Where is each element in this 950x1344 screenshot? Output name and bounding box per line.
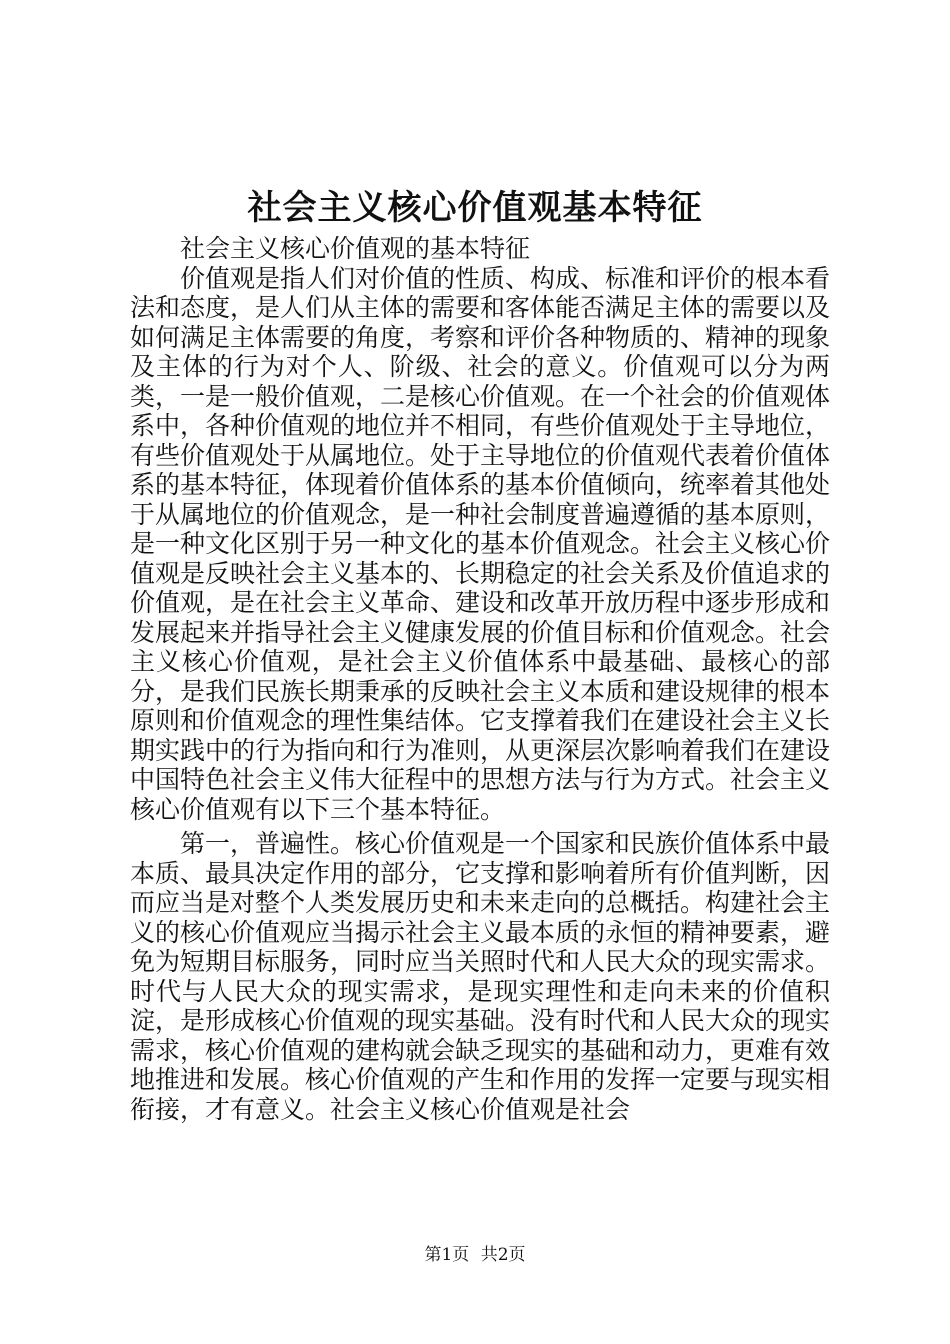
paragraph-subtitle: 社会主义核心价值观的基本特征 [180,234,531,263]
page-total: 共2页 [480,1245,526,1265]
page-title: 社会主义核心价值观基本特征 [247,188,703,228]
page-footer [0,1244,950,1266]
paragraph-intro: 价值观是指人们对价值的性质、构成、标准和评价的根本看法和态度，是人们从主体的需要和客体能否满足主体的需要以及如何满足主体需要的角度，考察和评价各种物质的、精神的现象及主体的行为对个人、阶级、社会的意义。价值观可以分为两类，一是一般价值观，二是核心价值观。在一个社会的价值观体系中，各种价值观的地位并不相同，有些价值观处于主导地位，有些价值观处于从属地位。处于主导地位的价值观代表着价值体系的基本特征，体现着价值体系的基本价值倾向，统率着其他处于从属地位的价值观念，是一种社会制度普遍遵循的基本原则，是一种文化区别于另一种文化的基本价值观念。社会主义核心价值观是反映社会主义基本的、长期稳定的社会关系及价值追求的价值观，是在社会主义革命、建设和改革开放历程中逐步形成和发展起来并指导社会主义健康发展的价值目标和价值观念。社会主义核心价值观，是社会主义价值体系中最基础、最核心的部分，是我们民族长期秉承的反映社会主义本质和建设规律的根本原则和价值观念的理性集结体。它支撑着我们在建设社会主义长期实践中的行为指向和行为准则，从更深层次影响着我们在建设中国特色社会主义伟大征程中的思想方法与行为方式。社会主义核心价值观有以下三个基本特征。 [130,263,831,824]
page-number: 第1页 [424,1245,470,1265]
document-body [130,234,830,1124]
paragraph-universality: 第一，普遍性。核心价值观是一个国家和民族价值体系中最本质、最具决定作用的部分，它支撑和影响着所有价值判断，因而应当是对整个人类发展历史和未来走向的总概括。构建社会主义的核心价值观应当揭示社会主义最本质的永恒的精神要素，避免为短期目标服务，同时应当关照时代和人民大众的现实需求。时代与人民大众的现实需求，是现实理性和走向未来的价值积淀，是形成核心价值观的现实基础。没有时代和人民大众的现实需求，核心价值观的建构就会缺乏现实的基础和动力，更难有效地推进和发展。核心价值观的产生和作用的发挥一定要与现实相衔接，才有意义。社会主义核心价值观是社会 [130,829,831,1124]
